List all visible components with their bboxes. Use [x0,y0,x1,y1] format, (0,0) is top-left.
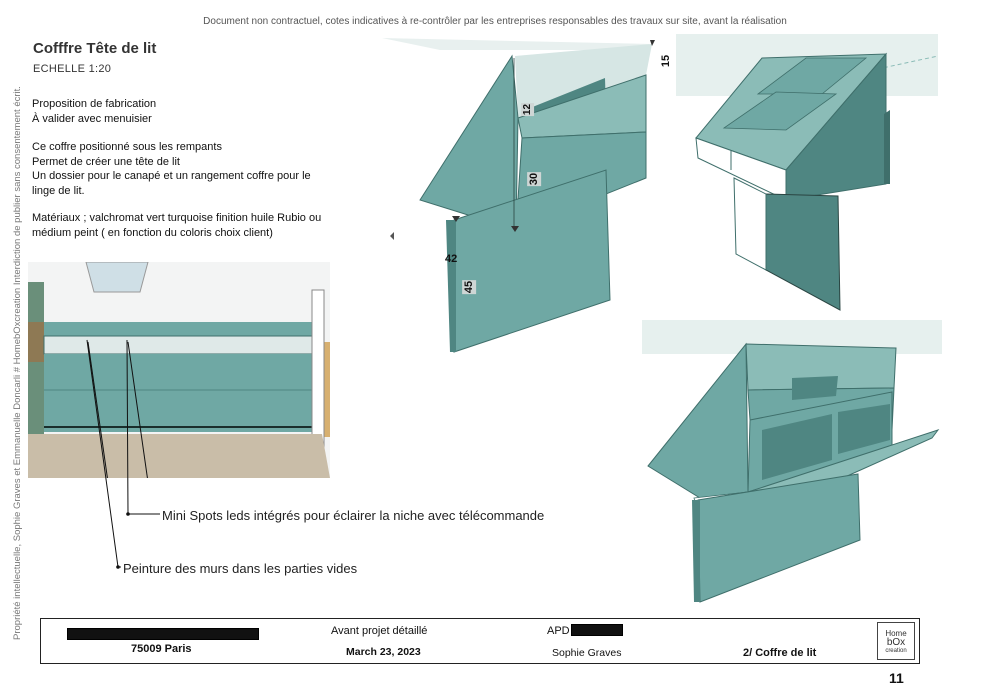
dimension-12: 12 [522,103,534,116]
footer-sheet: 2/ Coffre de lit [743,647,817,659]
text-line: À valider avec menuisier [32,112,152,125]
text-line: Proposition de fabrication [32,98,157,110]
page-title: Cofffre Tête de lit [33,40,157,57]
footer-apd-label: APD [547,625,570,637]
dimension-45: 45 [463,280,476,294]
callout-walls: Peinture des murs dans les parties vides [123,561,358,576]
redacted-address [67,628,259,640]
footer-city: 75009 Paris [131,643,192,655]
headboard-panel [766,194,840,310]
text-line: Un dossier pour le canapé et un rangement coffre pour le linge de lit. [32,170,311,197]
disclaimer: Document non contractuel, cotes indicatives à re-contrôler par les entreprises responsables des travaux sur site, avant la réalisation [203,16,787,27]
footer-date: March 23, 2023 [346,646,421,658]
footer-phase: Avant projet détaillé [331,625,428,637]
callout-spots: Mini Spots leds intégrés pour éclairer la niche avec télécommande [162,508,545,523]
homebox-logo: Home bOx creation [877,622,915,660]
footer-box [40,618,920,664]
top-view-drawing [676,34,938,314]
front-view-drawing [642,320,942,606]
text-line: Permet de créer une tête de lit [32,155,180,168]
copyright-note: Propriété intellectuelle, Sophie Graves et Emmanuelle Doncarli # HomebOxcreation Interdiction de publier sans consentement écrit. [12,86,23,640]
footer-designer: Sophie Graves [552,647,622,659]
text-line: Ce coffre positionné sous les rempants [32,141,222,153]
dimension-42: 42 [445,253,458,265]
redacted-apd [571,624,623,636]
dimension-15: 15 [660,54,673,68]
scale-label: ECHELLE 1:20 [33,63,112,75]
chest-side [648,344,748,498]
text-line: Matériaux ; valchromat vert turquoise finition huile Rubio ou médium peint ( en fonction du coloris choix client) [32,212,322,239]
page-number: 11 [889,670,904,686]
side-view-drawing [380,30,673,360]
dimension-30: 30 [528,172,541,186]
